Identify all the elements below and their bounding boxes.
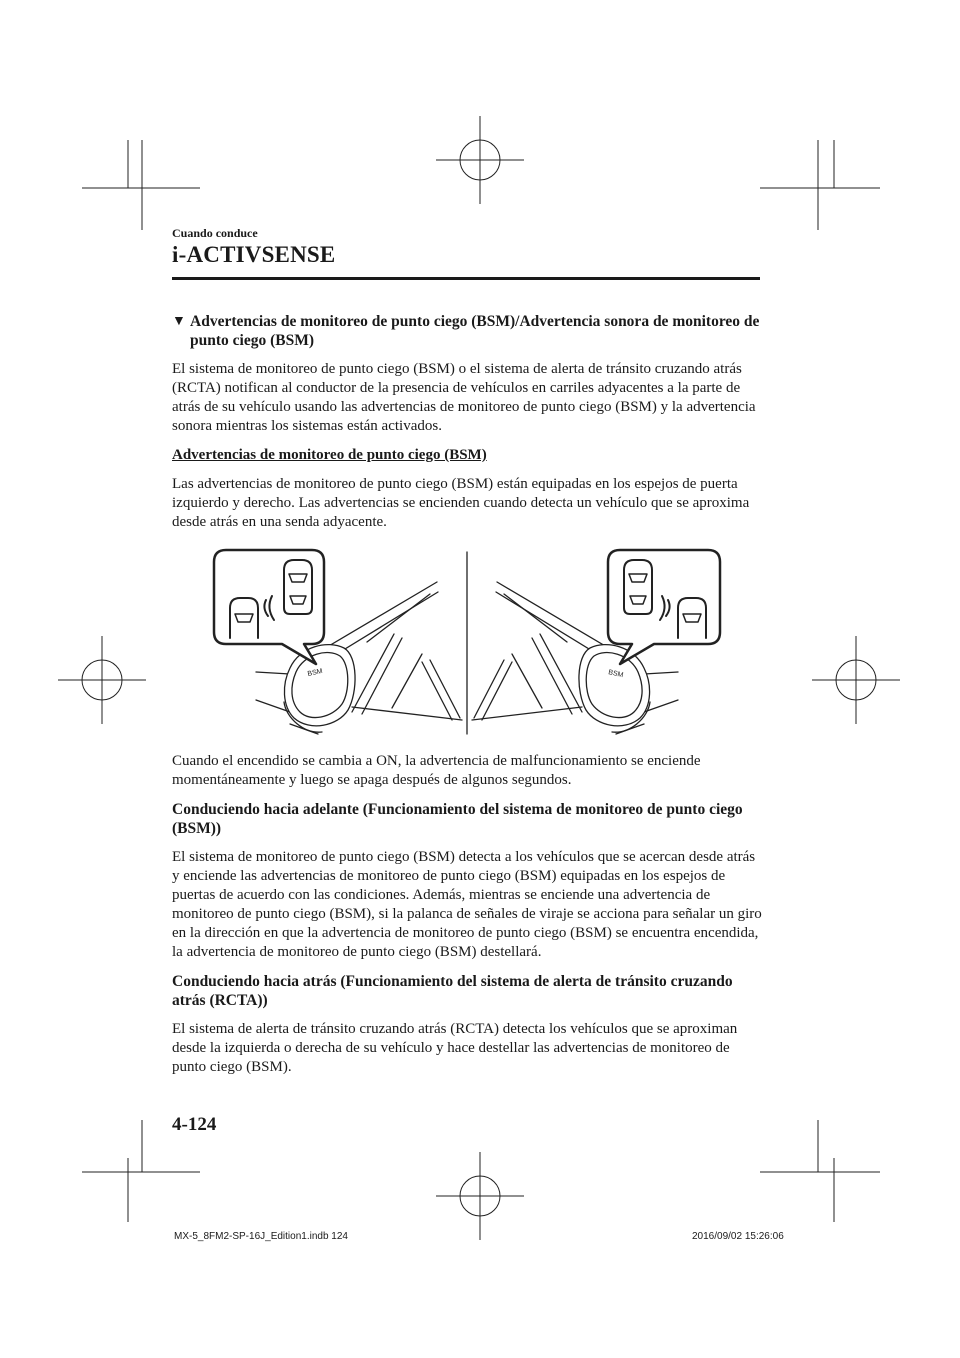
footer-file-info: MX-5_8FM2-SP-16J_Edition1.indb 124	[174, 1231, 348, 1242]
mirror-bsm-label-left: BSM	[306, 667, 324, 678]
reverse-paragraph: El sistema de alerta de tránsito cruzando atrás (RCTA) detecta los vehículos que se aproximan desde la izquierda o derecha de su vehículo y hace destellar las advertencias de monitoreo de punto ciego (BSM).	[172, 1021, 738, 1075]
right-door-mirror	[579, 645, 650, 733]
forward-paragraph: El sistema de monitoreo de punto ciego (BSM) detecta a los vehículos que se acercan desde atrás y enciende las advertencias de monitoreo de punto ciego (BSM) equipadas en los espejos de puertas de acuerdo con las condiciones. Además, mientras se enciende una advertencia de monitoreo de punto ciego (BSM), si la palanca de señales de viraje se acciona para señalar un giro en la dirección en que la advertencia de monitoreo de punto ciego (BSM) se encuentra encendida, la advertencia de monitoreo de punto ciego (BSM) destellará.	[172, 849, 762, 960]
header-divider	[172, 277, 760, 280]
triangle-down-icon: ▼	[172, 314, 186, 329]
mirror-bsm-label-right: BSM	[607, 669, 624, 680]
left-door-mirror	[284, 645, 355, 733]
main-content	[172, 312, 762, 1087]
registration-mark-left	[58, 636, 146, 724]
mirror-illustration	[172, 542, 762, 742]
registration-mark-right	[812, 636, 900, 724]
ignition-paragraph: Cuando el encendido se cambia a ON, la advertencia de malfuncionamiento se enciende momentáneamente y luego se apaga después de algunos segundos.	[172, 753, 701, 788]
section-label: Cuando conduce	[172, 226, 258, 240]
intro-paragraph: El sistema de monitoreo de punto ciego (BSM) o el sistema de alerta de tránsito cruzando atrás (RCTA) notifican al conductor de la presencia de vehículos en carriles adyacentes a la parte de atrás de su vehículo usando las advertencias de monitoreo de punto ciego (BSM) y la advertencia sonora mientras los sistemas están activados.	[172, 361, 756, 434]
footer-timestamp: 2016/09/02 15:26:06	[692, 1231, 784, 1242]
subheading-reverse: Conduciendo hacia atrás (Funcionamiento del sistema de alerta de tránsito cruzando atrás (RCTA))	[172, 973, 733, 1009]
subheading-bsm-warnings: Advertencias de monitoreo de punto ciego (BSM)	[172, 447, 487, 463]
registration-mark-top	[436, 116, 524, 204]
section-heading-text: Advertencias de monitoreo de punto ciego (BSM)/Advertencia sonora de monitoreo de punto ciego (BSM)	[190, 313, 760, 349]
chapter-title: i-ACTIVSENSE	[172, 242, 336, 267]
registration-mark-bottom	[436, 1152, 524, 1240]
page-number: 4-124	[172, 1114, 217, 1135]
section-heading	[172, 312, 762, 350]
bsm-paragraph: Las advertencias de monitoreo de punto ciego (BSM) están equipadas en los espejos de puerta izquierdo y derecho. Las advertencias se encienden cuando detecta un vehículo que se aproxima desde atrás en una senda adyacente.	[172, 476, 750, 530]
subheading-forward: Conduciendo hacia adelante (Funcionamiento del sistema de monitoreo de punto ciego (BSM))	[172, 801, 743, 837]
